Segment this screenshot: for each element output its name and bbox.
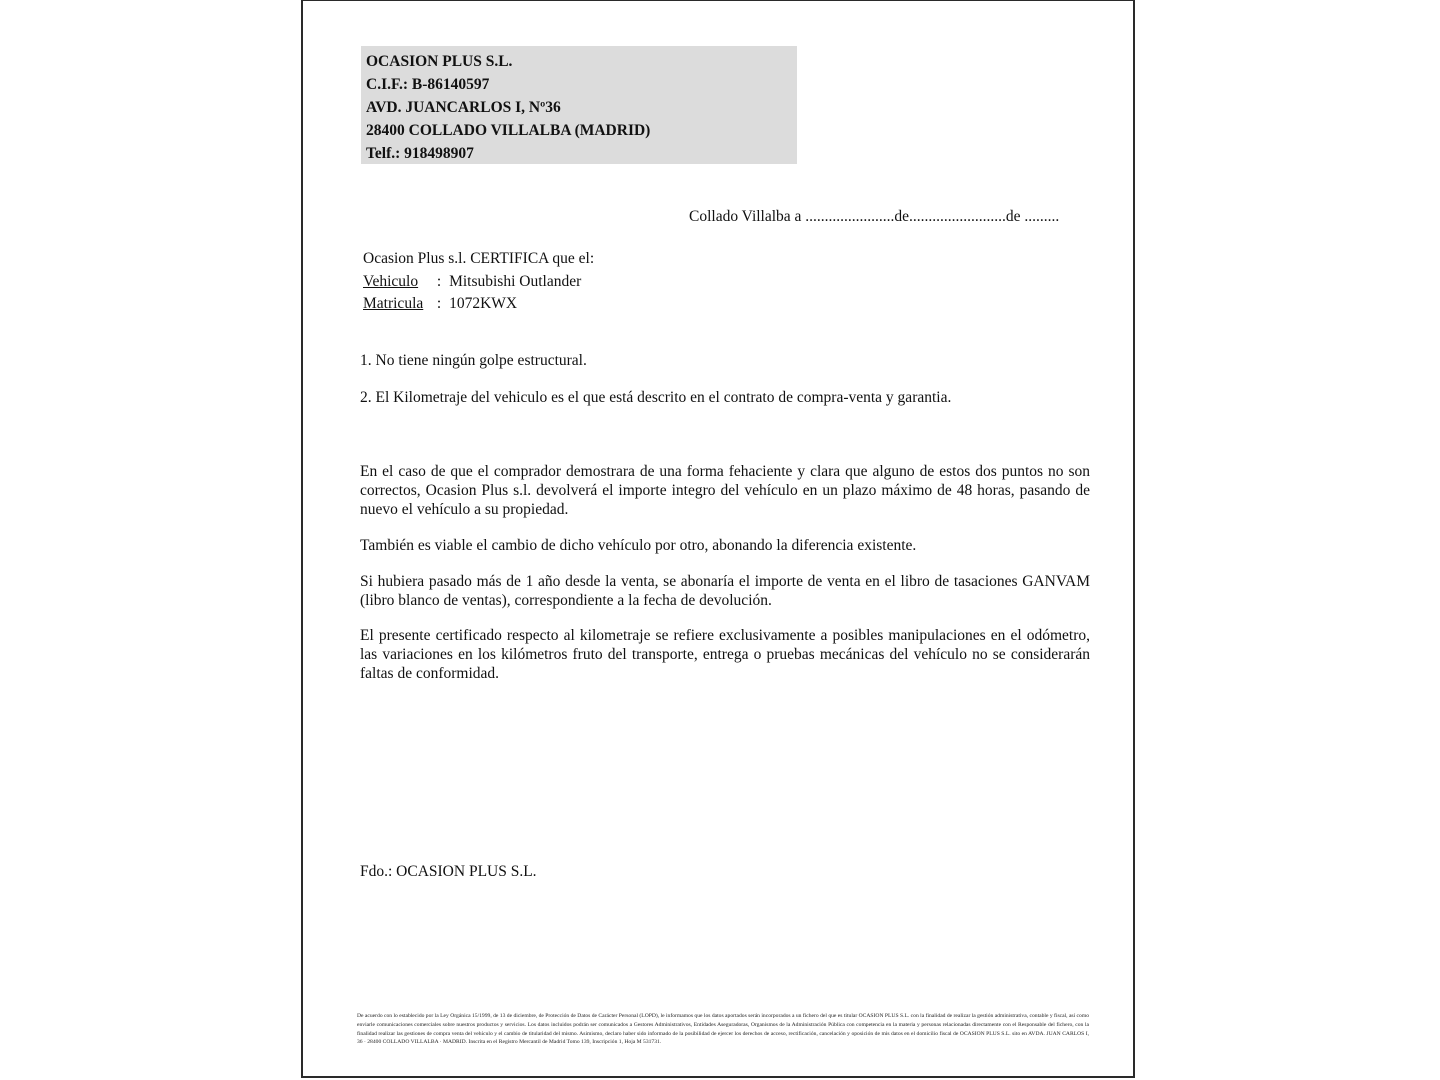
paragraph-ganvam: Si hubiera pasado más de 1 año desde la venta, se abonaría el importe de venta en el libro de tasaciones GANVAM (libro blanco de ventas), correspondiente a la fecha de devolución. xyxy=(360,573,1090,609)
company-phone: Telf.: 918498907 xyxy=(366,145,474,162)
company-header xyxy=(361,46,797,164)
legal-footnote: De acuerdo con lo establecido por la Ley Orgánica 15/1999, de 13 de diciembre, de Protección de Datos de Carácter Personal (LOPD), le informamos que los datos aportados serán incorporados a un fichero del que es titular OCASION PLUS S.L. con la finalidad de realizar la gestión administrativa, contable y fiscal, así como enviarle comunicaciones comerciales sobre nuestros productos y servicios. Los datos incluidos podrán ser comunicados a Gestores Administrativos, Entidades Aseguradoras, Organismos de la Administración Pública con competencia en la materia y personas relacionadas directamente con el Responsable del fichero, con la finalidad realizar las gestiones de compra venta del vehículo y el cambio de titularidad del mismo. Asimismo, declaro haber sido informado de la posibilidad de ejercer los derechos de acceso, rectificación, cancelación y oposición de mis datos en el domicilio fiscal de OCASION PLUS S.L. sito en AVDA. JUAN CARLOS I, 36 · 28400 COLLADO VILLALBA · MADRID. Inscrita en el Registro Mercantil de Madrid Tomo 139, Inscripción 1, Hoja M 531731. xyxy=(357,1013,1089,1046)
company-name: OCASION PLUS S.L. xyxy=(366,53,513,70)
paragraph-refund: En el caso de que el comprador demostrara de una forma fehaciente y clara que alguno de estos dos puntos no son correctos, Ocasion Plus s.l. devolverá el importe integro del vehículo en un plazo máximo de 48 horas, pasando de nuevo el vehículo a su propiedad. xyxy=(360,463,1090,518)
point-1: 1. No tiene ningún golpe estructural. xyxy=(360,352,587,369)
plate-label: Matricula xyxy=(363,295,424,312)
document-page xyxy=(301,0,1135,1078)
company-city: 28400 COLLADO VILLALBA (MADRID) xyxy=(366,122,651,139)
company-address: AVD. JUANCARLOS I, Nº36 xyxy=(366,99,561,116)
vehicle-label: Vehiculo xyxy=(363,273,419,290)
company-cif: C.I.F.: B-86140597 xyxy=(366,76,490,93)
paragraph-odometer: El presente certificado respecto al kilometraje se refiere exclusivamente a posibles manipulaciones en el odómetro, las variaciones en los kilómetros fruto del transporte, entrega o pruebas mecánicas del vehículo no se considerarán faltas de conformidad. xyxy=(360,627,1090,682)
signature-line: Fdo.: OCASION PLUS S.L. xyxy=(360,863,537,880)
paragraph-exchange: También es viable el cambio de dicho vehículo por otro, abonando la diferencia existente. xyxy=(360,537,917,554)
vehicle-value: Mitsubishi Outlander xyxy=(449,273,582,290)
plate-row xyxy=(363,295,517,313)
vehicle-row xyxy=(363,273,581,291)
vehicle-separator: : xyxy=(436,273,442,290)
plate-separator: : xyxy=(436,295,442,312)
certifica-statement: Ocasion Plus s.l. CERTIFICA que el: xyxy=(363,250,595,267)
date-line: Collado Villalba a .......................de.........................de ......... xyxy=(689,208,1060,225)
point-2: 2. El Kilometraje del vehiculo es el que está descrito en el contrato de compra-venta y garantia. xyxy=(360,389,952,406)
plate-value: 1072KWX xyxy=(449,295,518,312)
